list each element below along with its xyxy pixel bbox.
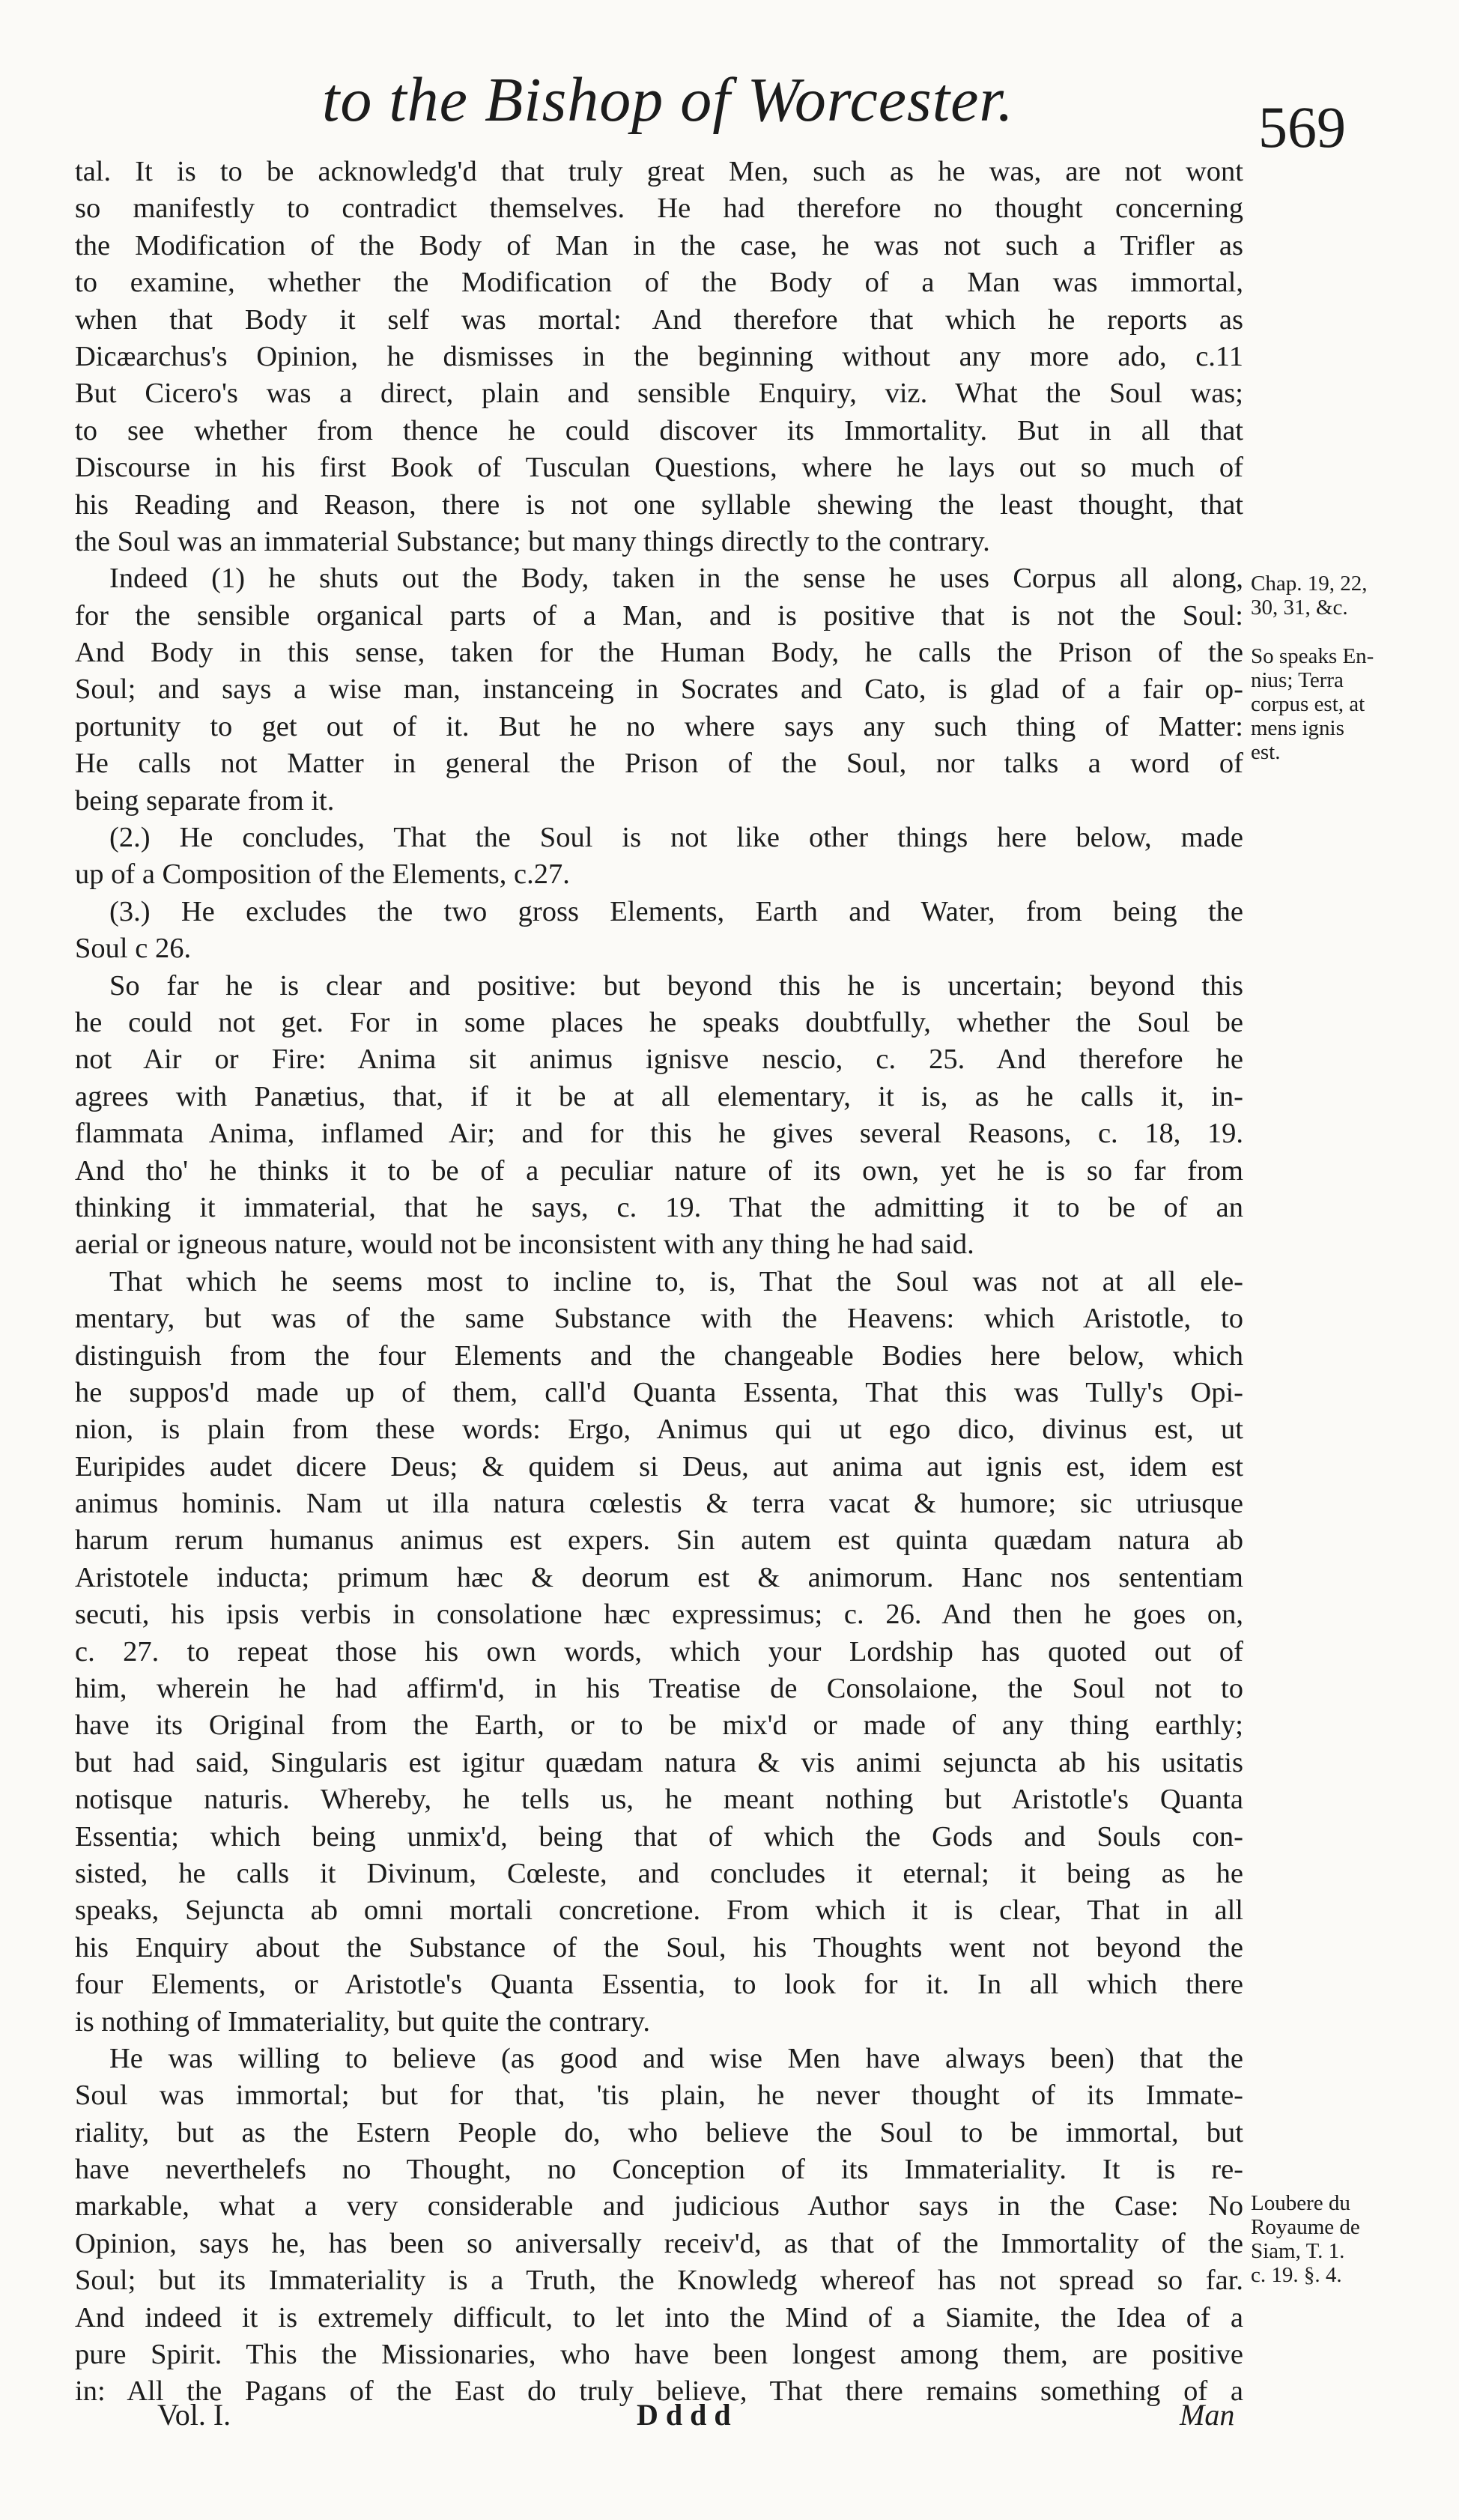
text-line: he suppos'd made up of them, call'd Quanta Essenta, That this was Tully's Opi- — [75, 1376, 1243, 1408]
text-line: Dicæarchus's Opinion, he dismisses in the beginning without any more ado, c.11 — [75, 340, 1243, 372]
text-line: harum rerum humanus animus est expers. Sin autem est quinta quædam natura ab — [75, 1524, 1243, 1557]
text-line: tal. It is to be acknowledg'd that truly great Men, such as he was, are not wont — [75, 156, 1243, 187]
text-line: being separate from it. — [75, 784, 335, 817]
text-line: the Modification of the Body of Man in the case, he was not such a Trifler as — [75, 229, 1243, 261]
margin-note-line: Chap. 19, 22, — [1251, 572, 1368, 596]
margin-note-line: mens ignis — [1251, 716, 1344, 740]
text-line: agrees with Panætius, that, if it be at all elementary, it is, as he calls it, in- — [75, 1080, 1243, 1112]
margin-note-line: Loubere du — [1251, 2191, 1350, 2215]
text-line: have its Original from the Earth, or to be mix'd or made of any thing earthly; — [75, 1709, 1243, 1742]
text-line: Opinion, says he, has been so aniversally receiv'd, as that of the Immortality of the — [75, 2227, 1243, 2259]
page-header — [0, 64, 1459, 160]
text-line: he could not get. For in some places he speaks doubtfully, whether the Soul be — [75, 1006, 1243, 1038]
text-line: aerial or igneous nature, would not be inconsistent with any thing he had said. — [75, 1229, 974, 1261]
text-line: And tho' he thinks it to be of a peculiar nature of its own, yet he is so far from — [75, 1154, 1243, 1187]
catchword: Man — [1180, 2398, 1235, 2432]
text-line: He calls not Matter in general the Prison of the Soul, nor talks a word of — [75, 748, 1243, 780]
text-line: riality, but as the Estern People do, who believe the Soul to be immortal, but — [75, 2116, 1243, 2148]
margin-note-line: Siam, T. 1. — [1251, 2239, 1345, 2263]
text-line: (2.) He concludes, That the Soul is not like other things here below, made — [109, 822, 1243, 854]
main-text — [75, 154, 1243, 2411]
text-line: c. 27. to repeat those his own words, which your Lordship has quoted out of — [75, 1635, 1243, 1668]
text-line: sisted, he calls it Divinum, Cœleste, and concludes it eternal; it being as he — [75, 1857, 1243, 1889]
text-line: to examine, whether the Modification of the Body of a Man was immortal, — [75, 267, 1243, 299]
text-line: pure Spirit. This the Missionaries, who have been longest among them, are positive — [75, 2339, 1243, 2371]
text-line: Euripides audet dicere Deus; & quidem si Deus, aut anima aut ignis est, idem est — [75, 1450, 1243, 1482]
text-line: And indeed it is extremely difficult, to let into the Mind of a Siamite, the Idea of a — [75, 2301, 1243, 2333]
text-line: have neverthelefs no Thought, no Conception of its Immateriality. It is re- — [75, 2154, 1243, 2186]
text-line: markable, what a very considerable and judicious Author says in the Case: No — [75, 2190, 1243, 2223]
volume-label: Vol. I. — [157, 2398, 231, 2432]
text-line: four Elements, or Aristotle's Quanta Essentia, to look for it. In all which there — [75, 1969, 1243, 2001]
text-line: him, wherein he had affirm'd, in his Treatise de Consolaione, the Soul not to — [75, 1673, 1243, 1705]
text-line: Soul c 26. — [75, 933, 192, 965]
margin-note-line: corpus est, at — [1251, 692, 1365, 716]
text-line: Discourse in his first Book of Tusculan Questions, where he lays out so much of — [75, 452, 1243, 484]
margin-note-line: c. 19. §. 4. — [1251, 2263, 1342, 2287]
text-line: distinguish from the four Elements and the changeable Bodies here below, which — [75, 1339, 1243, 1372]
text-line: for the sensible organical parts of a Man, and is positive that is not the Soul: — [75, 599, 1243, 631]
margin-note-line: So speaks En- — [1251, 644, 1374, 668]
text-line: the Soul was an immaterial Substance; but many things directly to the contrary. — [75, 525, 990, 557]
text-line: in: All the Pagans of the East do truly believe, That there remains something of a — [75, 2375, 1243, 2408]
margin-note-line: Royaume de — [1251, 2215, 1360, 2239]
text-line: speaks, Sejuncta ab omni mortali concretione. From which it is clear, That in all — [75, 1894, 1243, 1927]
text-line: not Air or Fire: Anima sit animus ignisve nescio, c. 25. And therefore he — [75, 1044, 1243, 1076]
text-line: And Body in this sense, taken for the Human Body, he calls the Prison of the — [75, 637, 1243, 669]
text-line: So far he is clear and positive: but beyond this he is uncertain; beyond this — [109, 969, 1243, 1002]
text-line: Soul; but its Immateriality is a Truth, the Knowledg whereof has not spread so far. — [75, 2265, 1243, 2297]
margin-note-line: est. — [1251, 740, 1281, 764]
text-line: Essentia; which being unmix'd, being that of which the Gods and Souls con- — [75, 1820, 1243, 1853]
text-line: Aristotele inducta; primum hæc & deorum est & animorum. Hanc nos sententiam — [75, 1561, 1243, 1593]
text-line: But Cicero's was a direct, plain and sensible Enquiry, viz. What the Soul was; — [75, 378, 1243, 410]
page-footer — [0, 2397, 1459, 2442]
running-head: to the Bishop of Worcester. — [322, 65, 1014, 135]
page-number: 569 — [1258, 94, 1346, 160]
text-line: flammata Anima, inflamed Air; and for this he gives several Reasons, c. 18, 19. — [75, 1118, 1243, 1150]
text-line: animus hominis. Nam ut illa natura cœlestis & terra vacat & humore; sic utriusque — [75, 1488, 1243, 1520]
text-line: mentary, but was of the same Substance with the Heavens: which Aristotle, to — [75, 1303, 1243, 1335]
text-line: his Reading and Reason, there is not one syllable shewing the least thought, that — [75, 488, 1243, 521]
signature-mark: Dddd — [637, 2398, 738, 2432]
text-line: That which he seems most to incline to, is, That the Soul was not at all ele- — [109, 1265, 1243, 1297]
margin-note-loubere — [1251, 2191, 1453, 2287]
text-line: nion, is plain from these words: Ergo, Animus qui ut ego dico, divinus est, ut — [75, 1414, 1243, 1446]
text-line: but had said, Singularis est igitur quædam natura & vis animi sejuncta ab his usitatis — [75, 1746, 1243, 1778]
text-line: so manifestly to contradict themselves. He had therefore no thought concerning — [75, 193, 1243, 225]
margin-note-ennius — [1251, 644, 1453, 764]
text-line: to see whether from thence he could discover its Immortality. But in all that — [75, 414, 1243, 446]
text-line: He was willing to believe (as good and wise Men have always been) that the — [109, 2042, 1243, 2074]
text-line: is nothing of Immateriality, but quite the contrary. — [75, 2005, 651, 2038]
text-line: thinking it immaterial, that he says, c. 19. That the admitting it to be of an — [75, 1191, 1243, 1223]
margin-note-line: 30, 31, &c. — [1251, 596, 1348, 620]
text-line: Soul; and says a wise man, instanceing in Socrates and Cato, is glad of a fair op- — [75, 673, 1243, 706]
text-line: portunity to get out of it. But he no where says any such thing of Matter: — [75, 710, 1243, 742]
margin-note-chapters — [1251, 572, 1453, 620]
text-line: (3.) He excludes the two gross Elements, Earth and Water, from being the — [109, 895, 1243, 927]
text-line: Indeed (1) he shuts out the Body, taken in the sense he uses Corpus all along, — [109, 563, 1243, 595]
text-line: secuti, his ipsis verbis in consolatione hæc expressimus; c. 26. And then he goes on, — [75, 1599, 1243, 1631]
margin-note-line: nius; Terra — [1251, 668, 1344, 692]
text-line: notisque naturis. Whereby, he tells us, he meant nothing but Aristotle's Quanta — [75, 1784, 1243, 1816]
text-line: his Enquiry about the Substance of the Soul, his Thoughts went not beyond the — [75, 1931, 1243, 1963]
text-line: Soul was immortal; but for that, 'tis plain, he never thought of its Immate- — [75, 2080, 1243, 2112]
text-line: up of a Composition of the Elements, c.27. — [75, 858, 570, 891]
text-line: when that Body it self was mortal: And therefore that which he reports as — [75, 303, 1243, 336]
